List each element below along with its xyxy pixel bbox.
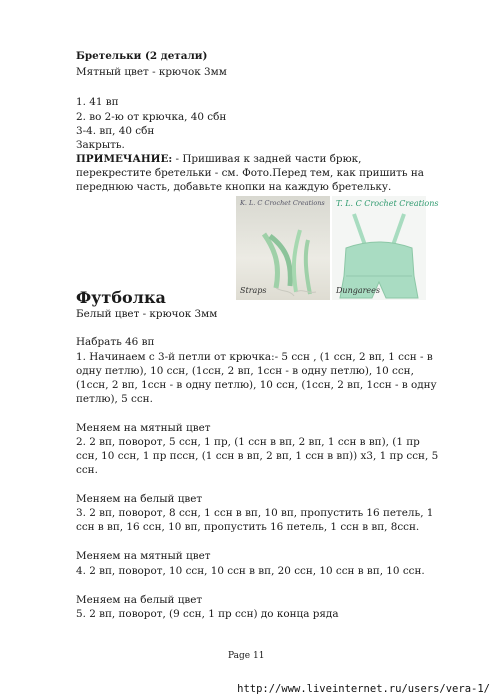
tshirt-line: (1ссн, 2 вп, 1ссн - в одну петлю), 10 ссн, (1ссн, 2 вп, 1ссн - в одну	[76, 379, 437, 391]
straps-row: 2. во 2-ю от крючка, 40 сбн	[76, 111, 227, 123]
tshirt-line: Меняем на белый цвет	[76, 493, 203, 505]
note-label: ПРИМЕЧАНИЕ:	[76, 153, 173, 165]
photo-caption: Dungarees	[336, 286, 381, 295]
straps-photo	[236, 196, 330, 300]
straps-note-line: перекрестите бретельки - см. Фото.Перед тем, как пришить на	[76, 167, 425, 179]
tshirt-line: 3. 2 вп, поворот, 8 ссн, 1 ссн в вп, 10 вп, пропустить 16 петель, 1	[76, 507, 434, 519]
tshirt-line: ссн, 10 ссн, 1 пр пссн, (1 ссн в вп, 2 вп, 1 ссн в вп)) х3, 1 пр ссн, 5	[76, 450, 439, 462]
page-number: Page 11	[228, 651, 265, 661]
note-text: - Пришивая к задней части брюк,	[172, 153, 362, 165]
tshirt-line: 2. 2 вп, поворот, 5 ссн, 1 пр, (1 ссн в вп, 2 вп, 1 ссн в вп), (1 пр	[76, 436, 420, 448]
photo-watermark: T. L. C Crochet Creations	[336, 199, 439, 208]
straps-row: Закрыть.	[76, 139, 125, 151]
tshirt-line: ссн в вп, 16 ссн, 10 вп, пропустить 16 петель, 1 ссн в вп, 8ссн.	[76, 521, 420, 533]
straps-note-line: переднюю часть, добавьте кнопки на каждую бретельку.	[76, 181, 392, 193]
straps-title: Бретельки (2 детали)	[76, 50, 208, 62]
tshirt-line: одну петлю), 10 ссн, (1ссн, 2 вп, 1ссн - в одну петлю), 10 ссн,	[76, 365, 414, 377]
straps-row: 3-4. вп, 40 сбн	[76, 125, 155, 137]
straps-illustration	[236, 196, 330, 300]
photo-watermark: K. L. C Crochet Creations	[240, 199, 325, 207]
straps-color-hook: Мятный цвет - крючок 3мм	[76, 66, 227, 78]
tshirt-title: Футболка	[76, 288, 166, 307]
dungarees-illustration	[332, 196, 426, 300]
photo-caption: Straps	[240, 286, 267, 295]
tshirt-line: петлю), 5 ссн.	[76, 393, 153, 405]
tshirt-line: Меняем на мятный цвет	[76, 550, 211, 562]
straps-note-line	[76, 153, 361, 166]
tshirt-line: Меняем на белый цвет	[76, 594, 203, 606]
tshirt-color-hook: Белый цвет - крючок 3мм	[76, 308, 218, 320]
tshirt-line: 5. 2 вп, поворот, (9 ссн, 1 пр ссн) до конца ряда	[76, 608, 339, 620]
tshirt-line: Меняем на мятный цвет	[76, 422, 211, 434]
tshirt-line: ссн.	[76, 464, 98, 476]
source-url[interactable]: http://www.liveinternet.ru/users/vera-1/	[237, 683, 490, 695]
dungarees-photo	[332, 196, 439, 300]
tshirt-line: 4. 2 вп, поворот, 10 ссн, 10 ссн в вп, 20 ссн, 10 ссн в вп, 10 ссн.	[76, 565, 425, 577]
straps-row: 1. 41 вп	[76, 96, 119, 108]
tshirt-line: 1. Начинаем с 3-й петли от крючка:- 5 ссн , (1 ссн, 2 вп, 1 ссн - в	[76, 351, 433, 363]
tshirt-line: Набрать 46 вп	[76, 336, 155, 348]
